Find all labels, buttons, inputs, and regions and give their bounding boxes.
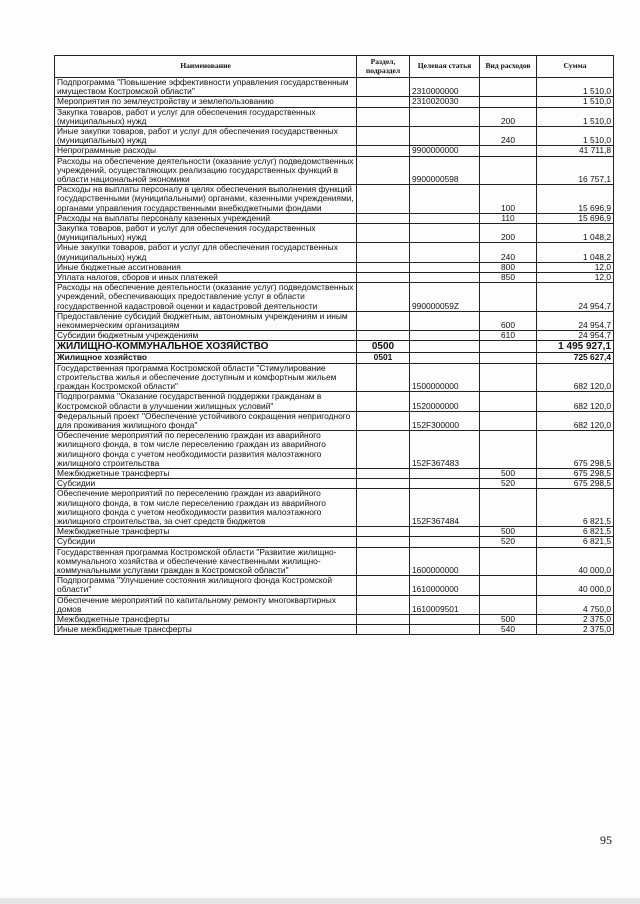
row-name: Иные межбюджетные трансферты bbox=[55, 625, 357, 635]
row-name: Обеспечение мероприятий по переселению граждан из аварийного жилищного фонда, в том числе переселению граждан из аварийного жилищного фонда с учетом необходимости развития малоэтажного жилищного строительства, за счет средств бюджетов bbox=[55, 489, 357, 527]
row-target bbox=[410, 537, 480, 547]
row-type: 240 bbox=[480, 243, 537, 262]
row-type bbox=[480, 341, 537, 353]
row-type bbox=[480, 411, 537, 430]
row-name: Предоставление субсидий бюджетным, автономным учреждениям и иным некоммерческим организациям bbox=[55, 311, 357, 330]
row-type: 500 bbox=[480, 468, 537, 478]
table-row bbox=[55, 331, 614, 341]
row-target bbox=[410, 341, 480, 353]
row-sum: 1 495 927,1 bbox=[537, 341, 614, 353]
table-row bbox=[55, 411, 614, 430]
table-row bbox=[55, 479, 614, 489]
table-row bbox=[55, 213, 614, 223]
row-target bbox=[410, 331, 480, 341]
row-name: Иные бюджетные ассигнования bbox=[55, 262, 357, 272]
row-section bbox=[357, 489, 410, 527]
table-row bbox=[55, 353, 614, 363]
row-name: Расходы на выплаты персоналу казенных учреждений bbox=[55, 213, 357, 223]
row-type: 240 bbox=[480, 127, 537, 146]
row-section bbox=[357, 595, 410, 614]
row-target bbox=[410, 468, 480, 478]
row-section bbox=[357, 537, 410, 547]
header-type: Вид расходов bbox=[480, 56, 537, 78]
row-type: 520 bbox=[480, 479, 537, 489]
row-section bbox=[357, 185, 410, 214]
row-sum: 40 000,0 bbox=[537, 547, 614, 576]
row-name: Обеспечение мероприятий по капитальному ремонту многоквартирных домов bbox=[55, 595, 357, 614]
row-section bbox=[357, 468, 410, 478]
row-target bbox=[410, 625, 480, 635]
row-section bbox=[357, 127, 410, 146]
row-type bbox=[480, 547, 537, 576]
row-name: Межбюджетные трансферты bbox=[55, 527, 357, 537]
row-sum: 1 048,2 bbox=[537, 224, 614, 243]
row-name: Субсидии бюджетным учреждениям bbox=[55, 331, 357, 341]
row-target: 152F300000 bbox=[410, 411, 480, 430]
row-name: Жилищное хозяйство bbox=[55, 353, 357, 363]
row-type: 850 bbox=[480, 273, 537, 283]
row-name: Непрограммные расходы bbox=[55, 146, 357, 156]
table-row bbox=[55, 576, 614, 595]
row-section bbox=[357, 156, 410, 185]
row-sum: 41 711,8 bbox=[537, 146, 614, 156]
row-section bbox=[357, 213, 410, 223]
header-target: Целевая статья bbox=[410, 56, 480, 78]
row-sum: 1 048,2 bbox=[537, 243, 614, 262]
budget-table bbox=[54, 55, 614, 635]
row-name: Подпрограмма "Повышение эффективности управления государственным имуществом Костромской области" bbox=[55, 78, 357, 97]
row-sum: 682 120,0 bbox=[537, 363, 614, 392]
table-row bbox=[55, 273, 614, 283]
row-section bbox=[357, 411, 410, 430]
row-target: 2310000000 bbox=[410, 78, 480, 97]
row-target: 1500000000 bbox=[410, 363, 480, 392]
table-row bbox=[55, 392, 614, 411]
row-target bbox=[410, 243, 480, 262]
row-sum: 6 821,5 bbox=[537, 537, 614, 547]
row-type: 610 bbox=[480, 331, 537, 341]
row-sum: 16 757,1 bbox=[537, 156, 614, 185]
row-target: 990000059Z bbox=[410, 283, 480, 312]
table-row bbox=[55, 311, 614, 330]
row-section bbox=[357, 479, 410, 489]
row-section bbox=[357, 392, 410, 411]
row-section bbox=[357, 311, 410, 330]
row-section bbox=[357, 363, 410, 392]
row-sum: 15 696,9 bbox=[537, 213, 614, 223]
row-type bbox=[480, 576, 537, 595]
row-target bbox=[410, 262, 480, 272]
row-target: 9900000000 bbox=[410, 146, 480, 156]
row-type: 200 bbox=[480, 224, 537, 243]
row-sum: 24 954,7 bbox=[537, 331, 614, 341]
row-name: Иные закупки товаров, работ и услуг для обеспечения государственных (муниципальных) нужд bbox=[55, 243, 357, 262]
row-section bbox=[357, 576, 410, 595]
row-target bbox=[410, 273, 480, 283]
row-name: Субсидии bbox=[55, 537, 357, 547]
table-row bbox=[55, 341, 614, 353]
row-type bbox=[480, 146, 537, 156]
table-row bbox=[55, 527, 614, 537]
row-section bbox=[357, 78, 410, 97]
row-target: 2310020030 bbox=[410, 97, 480, 107]
row-section bbox=[357, 331, 410, 341]
row-name: Государственная программа Костромской области "Развитие жилищно-коммунального хозяйства и обеспечение качественными жилищно-коммунальными услугами граждан в Костромской области" bbox=[55, 547, 357, 576]
row-name: Мероприятия по землеустройству и землепользованию bbox=[55, 97, 357, 107]
row-target: 9900000598 bbox=[410, 156, 480, 185]
table-row bbox=[55, 283, 614, 312]
row-sum: 675 298,5 bbox=[537, 468, 614, 478]
header-sum: Сумма bbox=[537, 56, 614, 78]
row-section bbox=[357, 224, 410, 243]
row-type: 100 bbox=[480, 185, 537, 214]
row-section: 0501 bbox=[357, 353, 410, 363]
row-sum: 4 750,0 bbox=[537, 595, 614, 614]
row-section bbox=[357, 262, 410, 272]
table-body bbox=[55, 78, 614, 635]
row-sum: 6 821,5 bbox=[537, 489, 614, 527]
row-target bbox=[410, 479, 480, 489]
row-sum: 1 510,0 bbox=[537, 97, 614, 107]
table-row bbox=[55, 547, 614, 576]
row-target bbox=[410, 127, 480, 146]
row-type bbox=[480, 156, 537, 185]
row-type: 500 bbox=[480, 614, 537, 624]
scan-edge bbox=[0, 898, 640, 904]
row-target: 152F367484 bbox=[410, 489, 480, 527]
table-row bbox=[55, 625, 614, 635]
row-target bbox=[410, 107, 480, 126]
row-name: Уплата налогов, сборов и иных платежей bbox=[55, 273, 357, 283]
row-name: Субсидии bbox=[55, 479, 357, 489]
table-row bbox=[55, 489, 614, 527]
row-type bbox=[480, 363, 537, 392]
table-row bbox=[55, 97, 614, 107]
row-sum: 675 298,5 bbox=[537, 479, 614, 489]
table-row bbox=[55, 614, 614, 624]
row-sum: 2 375,0 bbox=[537, 614, 614, 624]
row-sum: 1 510,0 bbox=[537, 107, 614, 126]
row-type bbox=[480, 97, 537, 107]
row-section bbox=[357, 614, 410, 624]
row-sum: 725 627,4 bbox=[537, 353, 614, 363]
table-row bbox=[55, 127, 614, 146]
row-name: Федеральный проект "Обеспечение устойчивого сокращения непригодного для проживания жилищного фонда" bbox=[55, 411, 357, 430]
row-name: Иные закупки товаров, работ и услуг для обеспечения государственных (муниципальных) нужд bbox=[55, 127, 357, 146]
row-type: 600 bbox=[480, 311, 537, 330]
row-target: 1520000000 bbox=[410, 392, 480, 411]
row-section bbox=[357, 107, 410, 126]
row-name: Межбюджетные трансферты bbox=[55, 468, 357, 478]
table-header-row bbox=[55, 56, 614, 78]
row-target bbox=[410, 527, 480, 537]
row-name: Подпрограмма "Оказание государственной поддержки гражданам в Костромской области в улучшении жилищных условий" bbox=[55, 392, 357, 411]
row-section: 0500 bbox=[357, 341, 410, 353]
row-sum: 24 954,7 bbox=[537, 311, 614, 330]
row-section bbox=[357, 431, 410, 469]
table-row bbox=[55, 363, 614, 392]
table-row bbox=[55, 468, 614, 478]
table-row bbox=[55, 146, 614, 156]
row-section bbox=[357, 625, 410, 635]
row-target: 1610009501 bbox=[410, 595, 480, 614]
table-row bbox=[55, 595, 614, 614]
table-row bbox=[55, 537, 614, 547]
row-section bbox=[357, 146, 410, 156]
row-section bbox=[357, 547, 410, 576]
row-type: 500 bbox=[480, 527, 537, 537]
row-target bbox=[410, 224, 480, 243]
row-sum: 2 375,0 bbox=[537, 625, 614, 635]
row-target: 1610000000 bbox=[410, 576, 480, 595]
row-name: Подпрограмма "Улучшение состояния жилищного фонда Костромской области" bbox=[55, 576, 357, 595]
row-sum: 15 696,9 bbox=[537, 185, 614, 214]
table-row bbox=[55, 156, 614, 185]
table-row bbox=[55, 78, 614, 97]
table-row bbox=[55, 262, 614, 272]
table-row bbox=[55, 243, 614, 262]
row-section bbox=[357, 527, 410, 537]
row-name: Расходы на обеспечение деятельности (оказание услуг) подведомственных учреждений, обеспечивающих предоставление услуг в области государственной кадастровой оценки и кадастровой деятельности bbox=[55, 283, 357, 312]
header-name: Наименование bbox=[55, 56, 357, 78]
table-row bbox=[55, 224, 614, 243]
row-sum: 1 510,0 bbox=[537, 127, 614, 146]
row-sum: 12,0 bbox=[537, 273, 614, 283]
page-number: 95 bbox=[600, 833, 612, 847]
row-target: 1600000000 bbox=[410, 547, 480, 576]
row-section bbox=[357, 283, 410, 312]
row-type bbox=[480, 78, 537, 97]
row-section bbox=[357, 243, 410, 262]
row-name: Расходы на обеспечение деятельности (оказание услуг) подведомственных учреждений, осуществляющих реализацию государственных функций в области национальной экономики bbox=[55, 156, 357, 185]
row-sum: 675 298,5 bbox=[537, 431, 614, 469]
row-name: Закупка товаров, работ и услуг для обеспечения государственных (муниципальных) нужд bbox=[55, 107, 357, 126]
row-sum: 1 510,0 bbox=[537, 78, 614, 97]
row-type: 520 bbox=[480, 537, 537, 547]
row-name: Государственная программа Костромской области "Стимулирование строительства жилья и обеспечение доступным и комфортным жильем граждан Костромской области" bbox=[55, 363, 357, 392]
row-sum: 40 000,0 bbox=[537, 576, 614, 595]
row-name: Закупка товаров, работ и услуг для обеспечения государственных (муниципальных) нужд bbox=[55, 224, 357, 243]
table-row bbox=[55, 185, 614, 214]
row-type bbox=[480, 353, 537, 363]
row-section bbox=[357, 97, 410, 107]
row-sum: 12,0 bbox=[537, 262, 614, 272]
row-sum: 24 954,7 bbox=[537, 283, 614, 312]
row-name: Межбюджетные трансферты bbox=[55, 614, 357, 624]
row-target: 152F367483 bbox=[410, 431, 480, 469]
row-section bbox=[357, 273, 410, 283]
row-target bbox=[410, 213, 480, 223]
row-sum: 6 821,5 bbox=[537, 527, 614, 537]
row-type: 200 bbox=[480, 107, 537, 126]
row-type bbox=[480, 489, 537, 527]
row-type bbox=[480, 283, 537, 312]
table-row bbox=[55, 431, 614, 469]
header-section: Раздел, подраздел bbox=[357, 56, 410, 78]
row-sum: 682 120,0 bbox=[537, 392, 614, 411]
row-type: 800 bbox=[480, 262, 537, 272]
row-name: Обеспечение мероприятий по переселению граждан из аварийного жилищного фонда, в том числе переселению граждан из аварийного жилищного фонда с учетом необходимости развития малоэтажного жилищного строительства bbox=[55, 431, 357, 469]
row-target bbox=[410, 353, 480, 363]
row-type bbox=[480, 392, 537, 411]
row-name: Расходы на выплаты персоналу в целях обеспечения выполнения функций государственными (муниципальными) органами, казенными учреждениями, органами управления государственными внебюджетными фондами bbox=[55, 185, 357, 214]
row-type: 540 bbox=[480, 625, 537, 635]
row-type bbox=[480, 431, 537, 469]
row-target bbox=[410, 614, 480, 624]
row-name: ЖИЛИЩНО-КОММУНАЛЬНОЕ ХОЗЯЙСТВО bbox=[55, 341, 357, 353]
row-type: 110 bbox=[480, 213, 537, 223]
row-sum: 682 120,0 bbox=[537, 411, 614, 430]
row-target bbox=[410, 311, 480, 330]
row-target bbox=[410, 185, 480, 214]
row-type bbox=[480, 595, 537, 614]
table-row bbox=[55, 107, 614, 126]
